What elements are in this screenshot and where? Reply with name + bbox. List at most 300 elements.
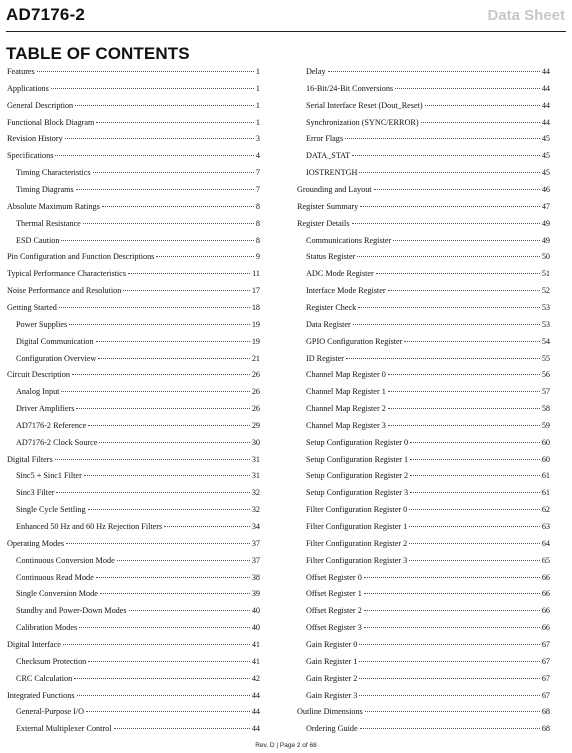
- toc-entry-title: Single Cycle Settling: [16, 505, 86, 515]
- dot-leader: [359, 644, 539, 645]
- toc-page-number: 37: [251, 538, 260, 548]
- toc-page-number: 44: [251, 690, 260, 700]
- dot-leader: [96, 122, 254, 123]
- dot-leader: [364, 577, 540, 578]
- toc-page-number: 47: [541, 201, 550, 211]
- dot-leader: [55, 155, 254, 156]
- toc-entry[interactable]: [297, 200, 550, 214]
- toc-entry[interactable]: [7, 385, 260, 399]
- toc-entry[interactable]: [297, 537, 550, 551]
- dot-leader: [352, 155, 540, 156]
- toc-entry-title: General Description: [7, 100, 74, 110]
- toc-entry-title: Setup Configuration Register 3: [306, 488, 409, 498]
- toc-entry-title: Continuous Read Mode: [16, 572, 94, 582]
- dot-leader: [86, 711, 250, 712]
- dot-leader: [61, 391, 249, 392]
- toc-page-number: 45: [541, 134, 550, 144]
- toc-entry[interactable]: [7, 183, 260, 197]
- toc-page-number: 26: [251, 404, 260, 413]
- toc-entry[interactable]: [297, 621, 550, 635]
- toc-entry[interactable]: [7, 352, 260, 366]
- toc-entry[interactable]: [7, 267, 260, 281]
- dot-leader: [410, 475, 540, 476]
- toc-page-number: 53: [541, 302, 550, 312]
- dot-leader: [409, 509, 540, 510]
- toc-entry[interactable]: [297, 234, 550, 248]
- dot-leader: [410, 442, 540, 443]
- toc-page-number: 45: [541, 151, 550, 161]
- toc-entry[interactable]: [7, 672, 260, 686]
- toc-entry-title: Revision History: [7, 134, 63, 144]
- dot-leader: [156, 256, 254, 257]
- dot-leader: [388, 391, 540, 392]
- toc-entry-title: Specifications: [7, 151, 54, 161]
- toc-page-number: 19: [251, 319, 260, 329]
- toc-entry[interactable]: [297, 453, 550, 467]
- dot-leader: [352, 223, 540, 224]
- toc-entry[interactable]: [297, 335, 550, 349]
- toc-entry[interactable]: [297, 166, 550, 180]
- toc-page-number: 31: [251, 471, 260, 481]
- toc-entry-title: External Multiplexer Control: [16, 724, 112, 734]
- toc-entry[interactable]: [297, 419, 550, 433]
- toc-entry-title: Gain Register 0: [306, 639, 358, 649]
- toc-page-number: 56: [541, 370, 550, 380]
- toc-entry-title: Absolute Maximum Ratings: [7, 201, 100, 211]
- toc-page-number: 45: [541, 168, 550, 178]
- toc-entry[interactable]: [297, 132, 550, 146]
- toc-entry-title: Gain Register 1: [306, 656, 358, 666]
- toc-entry-title: Offset Register 3: [306, 623, 362, 633]
- toc-entry-title: Filter Configuration Register 1: [306, 522, 408, 531]
- toc-entry[interactable]: [7, 234, 260, 248]
- dot-leader: [99, 442, 249, 443]
- toc-page-number: 29: [251, 420, 260, 430]
- page-footer: Rev. D | Page 2 of 68: [255, 742, 317, 749]
- toc-entry[interactable]: [297, 436, 550, 450]
- dot-leader: [51, 88, 254, 89]
- toc-entry[interactable]: [7, 284, 260, 298]
- toc-entry-title: General-Purpose I/O: [16, 707, 84, 717]
- toc-page-number: 67: [541, 673, 550, 683]
- toc-entry[interactable]: [297, 183, 550, 197]
- toc-entry[interactable]: [7, 469, 260, 483]
- toc-page-number: 66: [541, 572, 550, 582]
- toc-page-number: 38: [251, 572, 260, 582]
- toc-entry[interactable]: [7, 132, 260, 146]
- toc-entry[interactable]: [297, 267, 550, 281]
- toc-entry-title: Sinc5 + Sinc1 Filter: [16, 471, 82, 481]
- toc-entry-title: ID Register: [306, 353, 344, 363]
- toc-page-number: 1: [255, 100, 260, 110]
- toc-entry-title: Status Register: [306, 252, 356, 262]
- toc-entry[interactable]: [7, 537, 260, 551]
- toc-entry[interactable]: [7, 705, 260, 719]
- toc-page-number: 60: [541, 454, 550, 464]
- dot-leader: [404, 341, 539, 342]
- toc-page-number: 41: [251, 639, 260, 649]
- toc-entry-title: GPIO Configuration Register: [306, 336, 403, 346]
- dot-leader: [76, 408, 249, 409]
- doc-type-label: Data Sheet: [487, 7, 565, 24]
- toc-entry[interactable]: [297, 722, 550, 736]
- toc-entry[interactable]: [7, 571, 260, 585]
- toc-entry-title: Digital Communication: [16, 336, 94, 346]
- toc-page-number: 26: [251, 387, 260, 397]
- toc-entry[interactable]: [297, 99, 550, 113]
- toc-entry-title: Pin Configuration and Function Descriptions: [7, 252, 155, 262]
- toc-entry[interactable]: [297, 217, 550, 231]
- toc-entry[interactable]: [7, 503, 260, 517]
- toc-entry-title: Sinc3 Filter: [16, 488, 55, 498]
- toc-entry-title: Interface Mode Register: [306, 286, 386, 296]
- toc-page-number: 66: [541, 623, 550, 633]
- toc-page-number: 58: [541, 404, 550, 413]
- toc-page-number: 42: [251, 673, 260, 683]
- toc-entry[interactable]: [297, 689, 550, 703]
- toc-entry[interactable]: [297, 284, 550, 298]
- toc-entry-title: Outline Dimensions: [297, 707, 363, 717]
- toc-page-number: 46: [541, 185, 550, 194]
- toc-entry-title: Data Register: [306, 319, 351, 329]
- toc-entry[interactable]: [297, 116, 550, 130]
- toc-entry[interactable]: [7, 82, 260, 96]
- part-number: AD7176-2: [6, 5, 86, 24]
- dot-leader: [421, 122, 540, 123]
- toc-page-number: 51: [541, 269, 550, 279]
- toc-page-number: 62: [541, 505, 550, 515]
- toc-entry-title: Gain Register 3: [306, 690, 358, 700]
- toc-entry-title: 16-Bit/24-Bit Conversions: [306, 83, 394, 93]
- dot-leader: [84, 475, 250, 476]
- dot-leader: [77, 695, 250, 696]
- toc-entry[interactable]: [297, 301, 550, 315]
- toc-page-number: 52: [541, 286, 550, 296]
- toc-entry-title: Calibration Modes: [16, 623, 78, 633]
- toc-entry[interactable]: [297, 520, 550, 534]
- toc-entry[interactable]: [297, 469, 550, 483]
- dot-leader: [117, 560, 250, 561]
- toc-entry-title: Serial Interface Reset (Dout_Reset): [306, 100, 423, 110]
- toc-entry[interactable]: [297, 402, 550, 416]
- toc-page-number: 49: [541, 235, 550, 245]
- toc-entry[interactable]: [7, 217, 260, 231]
- toc-page-number: 61: [541, 471, 550, 481]
- toc-entry[interactable]: [297, 65, 550, 79]
- toc-page-number: 67: [541, 656, 550, 666]
- toc-page-number: 44: [251, 724, 260, 734]
- toc-page-number: 66: [541, 589, 550, 599]
- toc-page-number: 37: [251, 555, 260, 565]
- toc-page-number: 53: [541, 319, 550, 329]
- toc-entry-title: ADC Mode Register: [306, 269, 374, 279]
- toc-entry[interactable]: [297, 250, 550, 264]
- dot-leader: [409, 543, 540, 544]
- toc-entry-title: Delay: [306, 67, 326, 76]
- toc-entry-title: Continuous Conversion Mode: [16, 555, 115, 565]
- toc-entry-title: Synchronization (SYNC/ERROR): [306, 117, 419, 127]
- toc-entry-title: Typical Performance Characteristics: [7, 269, 127, 279]
- toc-entry-title: Applications: [7, 83, 49, 93]
- dot-leader: [93, 172, 254, 173]
- dot-leader: [74, 678, 250, 679]
- toc-entry[interactable]: [7, 689, 260, 703]
- toc-page-number: 60: [541, 437, 550, 447]
- toc-page-number: 7: [255, 168, 260, 178]
- toc-entry[interactable]: [297, 638, 550, 652]
- toc-entry[interactable]: [297, 318, 550, 332]
- toc-page-number: 57: [541, 387, 550, 397]
- toc-entry[interactable]: [7, 722, 260, 736]
- dot-leader: [359, 695, 539, 696]
- dot-leader: [364, 610, 540, 611]
- toc-entry[interactable]: [297, 503, 550, 517]
- dot-leader: [358, 307, 540, 308]
- dot-leader: [360, 206, 540, 207]
- toc-entry[interactable]: [7, 587, 260, 601]
- toc-entry[interactable]: [7, 486, 260, 500]
- toc-page-number: 67: [541, 639, 550, 649]
- toc-entry[interactable]: [297, 655, 550, 669]
- toc-page-number: 19: [251, 336, 260, 346]
- dot-leader: [425, 105, 540, 106]
- toc-entry[interactable]: [297, 385, 550, 399]
- dot-leader: [364, 593, 540, 594]
- toc-entry[interactable]: [297, 604, 550, 618]
- toc-entry[interactable]: [7, 200, 260, 214]
- toc-page-number: 40: [251, 623, 260, 633]
- toc-entry-title: Power Supplies: [16, 319, 68, 329]
- toc-page-number: 8: [255, 235, 260, 245]
- dot-leader: [353, 324, 540, 325]
- toc-entry[interactable]: [7, 335, 260, 349]
- dot-leader: [72, 374, 250, 375]
- toc-entry-title: Error Flags: [306, 134, 344, 144]
- toc-entry-title: Configuration Overview: [16, 353, 97, 363]
- dot-leader: [393, 240, 540, 241]
- dot-leader: [61, 240, 253, 241]
- toc-page-number: 44: [541, 100, 550, 110]
- dot-leader: [75, 105, 254, 106]
- dot-leader: [100, 593, 250, 594]
- dot-leader: [123, 290, 249, 291]
- toc-page-number: 65: [541, 555, 550, 565]
- dot-leader: [364, 627, 540, 628]
- toc-entry-title: Analog Input: [16, 387, 60, 397]
- toc-page-number: 17: [251, 286, 260, 296]
- toc-page-number: 59: [541, 420, 550, 430]
- toc-entry-title: ESD Caution: [16, 235, 60, 245]
- toc-entry[interactable]: [297, 571, 550, 585]
- toc-entry-title: Single Conversion Mode: [16, 589, 98, 599]
- toc-entry-title: AD7176-2 Reference: [16, 420, 87, 430]
- toc-entry-title: Noise Performance and Resolution: [7, 286, 122, 296]
- toc-entry[interactable]: [7, 419, 260, 433]
- toc-entry-title: Integrated Functions: [7, 690, 75, 700]
- toc-entry[interactable]: [7, 149, 260, 163]
- toc-page-number: 50: [541, 252, 550, 262]
- toc-page-number: 55: [541, 353, 550, 363]
- toc-entry-title: Filter Configuration Register 0: [306, 505, 408, 515]
- toc-entry-title: Offset Register 0: [306, 572, 362, 582]
- toc-entry[interactable]: [7, 554, 260, 568]
- dot-leader: [164, 526, 250, 527]
- dot-leader: [360, 728, 540, 729]
- toc-entry[interactable]: [7, 520, 260, 534]
- dot-leader: [357, 256, 539, 257]
- toc-entry-title: Thermal Resistance: [16, 218, 81, 228]
- toc-entry-title: DATA_STAT: [306, 151, 351, 161]
- dot-leader: [114, 728, 250, 729]
- dot-leader: [79, 627, 250, 628]
- toc-page-number: 39: [251, 589, 260, 599]
- toc-page-number: 67: [541, 690, 550, 700]
- dot-leader: [409, 526, 540, 527]
- dot-leader: [409, 560, 540, 561]
- toc-page-number: 40: [251, 606, 260, 616]
- toc-page-number: 1: [255, 67, 260, 76]
- toc-page-number: 61: [541, 488, 550, 498]
- toc-entry[interactable]: [7, 436, 260, 450]
- toc-page-number: 8: [255, 218, 260, 228]
- toc-entry-title: Driver Amplifiers: [16, 404, 75, 413]
- toc-entry-title: Offset Register 1: [306, 589, 362, 599]
- toc-entry-title: AD7176-2 Clock Source: [16, 437, 98, 447]
- toc-entry-title: Channel Map Register 0: [306, 370, 386, 380]
- toc-title: TABLE OF CONTENTS: [6, 44, 190, 63]
- toc-entry-title: Getting Started: [7, 302, 57, 312]
- toc-entry[interactable]: [7, 99, 260, 113]
- dot-leader: [88, 425, 250, 426]
- toc-entry-title: Filter Configuration Register 2: [306, 538, 408, 548]
- dot-leader: [129, 610, 250, 611]
- toc-entry[interactable]: [297, 82, 550, 96]
- toc-entry[interactable]: [7, 402, 260, 416]
- toc-entry[interactable]: [7, 638, 260, 652]
- toc-entry-title: Channel Map Register 2: [306, 404, 386, 413]
- dot-leader: [83, 223, 254, 224]
- toc-page-number: 44: [541, 67, 550, 76]
- toc-entry-title: Timing Characteristics: [16, 168, 91, 178]
- toc-entry-title: Operating Modes: [7, 538, 65, 548]
- toc-entry-title: CRC Calculation: [16, 673, 73, 683]
- toc-entry[interactable]: [297, 554, 550, 568]
- toc-page-number: 49: [541, 218, 550, 228]
- dot-leader: [365, 711, 540, 712]
- toc-entry[interactable]: [297, 486, 550, 500]
- dot-leader: [359, 678, 539, 679]
- dot-leader: [388, 374, 540, 375]
- toc-page-number: 31: [251, 454, 260, 464]
- toc-entry[interactable]: [7, 65, 260, 79]
- toc-entry[interactable]: [7, 604, 260, 618]
- toc-entry[interactable]: [7, 453, 260, 467]
- toc-entry-title: Circuit Description: [7, 370, 70, 380]
- toc-entry-title: Setup Configuration Register 1: [306, 454, 409, 464]
- toc-entry[interactable]: [297, 705, 550, 719]
- toc-page-number: 68: [541, 724, 550, 734]
- toc-entry[interactable]: [7, 250, 260, 264]
- toc-entry-title: Functional Block Diagram: [7, 117, 95, 127]
- toc-entry-title: Setup Configuration Register 2: [306, 471, 409, 481]
- dot-leader: [96, 341, 250, 342]
- dot-leader: [376, 273, 540, 274]
- dot-leader: [102, 206, 254, 207]
- toc-entry[interactable]: [7, 116, 260, 130]
- toc-page-number: 44: [541, 117, 550, 127]
- toc-entry-title: Enhanced 50 Hz and 60 Hz Rejection Filters: [16, 522, 163, 531]
- toc-entry-title: Ordering Guide: [306, 724, 358, 734]
- toc-page-number: 68: [541, 707, 550, 717]
- toc-entry[interactable]: [7, 166, 260, 180]
- toc-entry[interactable]: [297, 149, 550, 163]
- dot-leader: [76, 189, 254, 190]
- toc-entry[interactable]: [7, 621, 260, 635]
- dot-leader: [346, 358, 540, 359]
- dot-leader: [66, 543, 250, 544]
- toc-page-number: 7: [255, 185, 260, 194]
- toc-entry-title: Register Check: [306, 302, 357, 312]
- dot-leader: [88, 509, 250, 510]
- toc-entry[interactable]: [7, 655, 260, 669]
- toc-entry-title: Channel Map Register 3: [306, 420, 386, 430]
- toc-page-number: 30: [251, 437, 260, 447]
- toc-entry[interactable]: [7, 318, 260, 332]
- dot-leader: [59, 307, 250, 308]
- dot-leader: [345, 138, 540, 139]
- dot-leader: [37, 71, 254, 72]
- dot-leader: [128, 273, 250, 274]
- toc-entry-title: Standby and Power-Down Modes: [16, 606, 127, 616]
- dot-leader: [410, 459, 540, 460]
- toc-page-number: 54: [541, 336, 550, 346]
- toc-page-number: 66: [541, 606, 550, 616]
- toc-page-number: 8: [255, 201, 260, 211]
- toc-entry-title: Filter Configuration Register 3: [306, 555, 408, 565]
- toc-page-number: 9: [255, 252, 260, 262]
- toc-page-number: 34: [251, 522, 260, 531]
- toc-entry[interactable]: [297, 672, 550, 686]
- dot-leader: [88, 661, 250, 662]
- toc-page-number: 41: [251, 656, 260, 666]
- toc-page-number: 64: [541, 538, 550, 548]
- toc-page-number: 1: [255, 117, 260, 127]
- toc-entry-title: Register Details: [297, 218, 350, 228]
- toc-entry[interactable]: [297, 352, 550, 366]
- toc-entry[interactable]: [7, 368, 260, 382]
- toc-entry-title: Register Summary: [297, 201, 359, 211]
- toc-entry-title: Gain Register 2: [306, 673, 358, 683]
- toc-page-number: 26: [251, 370, 260, 380]
- toc-entry[interactable]: [297, 587, 550, 601]
- dot-leader: [63, 644, 250, 645]
- dot-leader: [56, 492, 249, 493]
- dot-leader: [328, 71, 540, 72]
- toc-entry[interactable]: [7, 301, 260, 315]
- toc-entry-title: Checksum Protection: [16, 656, 87, 666]
- toc-page-number: 63: [541, 522, 550, 531]
- toc-entry-title: Timing Diagrams: [16, 185, 74, 194]
- dot-leader: [359, 661, 539, 662]
- toc-page-number: 1: [255, 83, 260, 93]
- dot-leader: [388, 408, 540, 409]
- toc-entry-title: Setup Configuration Register 0: [306, 437, 409, 447]
- dot-leader: [359, 172, 539, 173]
- toc-entry-title: Digital Interface: [7, 639, 61, 649]
- dot-leader: [388, 290, 540, 291]
- dot-leader: [374, 189, 540, 190]
- toc-entry[interactable]: [297, 368, 550, 382]
